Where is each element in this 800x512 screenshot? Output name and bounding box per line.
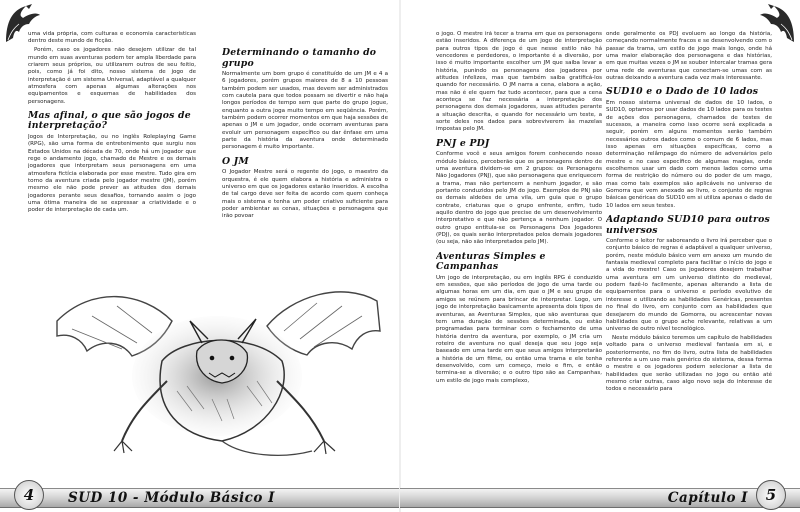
footer-chapter-title: Capítulo I — [667, 490, 748, 506]
heading-rpg: Mas afinal, o que são jogos de interpretação? — [28, 109, 191, 132]
paragraph-aventuras: Um jogo de interpretação, ou em inglês RPG é conduzido em sessões, que são períodos de jogo de uma tarde ou algumas horas em um dia, em que o JM e seu grupo de amigos se reúnem para brincar de interpretar. Logo, um jogo de interpretação basicamente apresenta dois tipos de aventuras, as Aventuras Simples, que são aventuras que tem uma duração de sessões determinada, ou estão programadas para terminar com o fechamento de uma história dentro da aventura, por exemplo, o JM cria um roteiro de aventura no qual deseja que seu jogo seja baseado em uma tarde em que seus amigos interpretarão a história de um filme, ou então uma trama e ele tenha desenvolvido, com um começo, meio e fim, e então termina-se a diversão; e o outro tipo são as Campanhas, um estilo de jogo mais complexo, — [436, 274, 602, 384]
footer-book-title: SUD 10 - Módulo Básico I — [68, 490, 275, 506]
paragraph-jm-continued: o jogo. O mestre irá tecer a trama em que os personagens estão inseridos. A diferença de um jogo de interpretação para outros tipos de jogo é que nesse estilo não há vencedores e perdedores, o importante é a diversão, por isso é muito importante escolher um JM que saiba levar a história, punindo os personagens dos jogadores por atitudes infelizes, mas que também saiba gratificá-los quando for necessário. O JM narra a cena, elabora a ação, mas não é ele quem faz tudo acontecer, para que a cena aconteça se faz necessária a interpretação dos personagens dos demais jogadores, suas atitudes perante a situação descrita, e quando for necessário um teste, a sorte deles nos dados para sobreviverem às mazelas impostas pelo JM. — [436, 31, 602, 133]
paragraph-adaptando-b: Neste módulo básico teremos um capítulo de habilidades voltado para o universo medieval fantasia em si, e posteriormente, no fim do livro, outra lista de habilidades referente a um uso mais genérico do sistema, dessa forma o mestre e os jogadores podem selecionar a lista de habilidades que serão utilizadas no jogo ou então até mesmo criar outras, caso algo novo seja do interesse de todos e necessário para — [606, 335, 772, 393]
left-footer — [0, 478, 400, 512]
right-page — [400, 0, 800, 512]
page-number-left: 4 — [14, 480, 44, 510]
heading-dados: SUD10 e o Dado de 10 lados — [606, 86, 759, 98]
left-column-1 — [28, 31, 196, 279]
left-column-2 — [222, 44, 388, 280]
paragraph-dados: Em nosso sistema universal de dados de 10 lados, o SUD10, optamos por usar dados de 10 lados para os testes de ações dos personagens, chamados de testes de sucessos, a maneira como isso ocorre será explicada a seguir, porém em alguns momentos serão também necessários outros dados como o comum de 6 lados, mas isso apenas em situações específicas, como a determinação relâmpago do número de adversários pelo mestre e no caso específico de algumas magias, onde escolhemos usar um dado com menos lados como uma forma de restrição do número ou do poder de um mago, mas como tais exemplos são aplicáveis no universo de Gomorra que vem anexado ao livro, o conjunto de regras básicas genéricas do SUD10 em si utiliza apenas o dado de 10 lados em seus testes. — [606, 99, 772, 209]
heading-jm: O JM — [222, 155, 249, 167]
heading-adaptando: Adaptando SUD10 para outros universos — [606, 214, 770, 236]
paragraph-rpg: Jogos de Interpretação, ou no inglês Roleplaying Game (RPG), são uma forma de entretenimento que surgiu nos Estados Unidos na década de 70, onde há um jogador que rege o andamento jogo, chamado de Mestre e os demais jogadores que interpretam seus personagens em uma atmosfera fictícia elaborada por esse mestre. Tudo gira em torno da aventura criada pelo jogador mestre (JM), porém mesmo ele não pode prever as atitudes dos demais jogadores perante seus desafios, tornando assim o jogo uma ótima maneira de se expressar a criatividade e o poder de interpretação de cada um. — [28, 133, 196, 214]
heading-grupo: Determinando o tamanho do grupo — [222, 47, 377, 69]
paragraph-jm: O Jogador Mestre será o regente do jogo, o maestro da orquestra, é ele quem elabora a história e administra o universo em que os jogadores estarão inseridos. A escolha de tal cargo deve ser feita de acordo com quem conheça mais o sistema e tenha um poder criativo suficiente para poder ambientar as cenas, situações e personagens que irão povoar — [222, 169, 388, 220]
right-column-2 — [606, 31, 772, 497]
right-column-1 — [436, 31, 602, 497]
heading-pnj: PNJ e PDJ — [436, 137, 490, 149]
heading-aventuras: Aventuras Simples e Campanhas — [436, 250, 546, 273]
demon-dragon-illustration — [52, 281, 382, 466]
paragraph-pnj: Conforme você e seus amigos forem conhecendo nosso módulo básico, perceberão que os personagens dentro de uma aventura dividem-se em 2 grupos: os Personagens Não Jogadores (PNJ), que são personagens que enriquecem a trama, mas não pertencem a nenhum jogador, e são portanto conduzidos pelo JM do jogo. Exemplos de PNJ são os demais aldeões de uma vila, um guia que o grupo contrate, criaturas que o grupo enfrente, enfim, tudo aquilo dentro do jogo que precise de um desenvolvimento interpretativo e que não pertença a nenhum jogador. O outro grupo entitula-se os Personagens Dos Jogadores (PDJ), os quais serão interpretados pelos demais jogadores (ou seja, não são interpretados pelo JM). — [436, 151, 602, 246]
paragraph-grupo: Normalmente um bom grupo é constituído de um JM e 4 a 6 jogadores, porém grupos maiores de 8 a 10 pessoas também podem ser usados, mas devem ser administrados com cautela para que todos possam se divertir e não haja longos períodos de tempo sem que parte do grupo jogue, enquanto a outra joga muito tempo em seqüência. Porém, também podem ocorrer momentos em que haja sessões de apenas o JM e um jogador, onde ocorram aventuras para evoluir um personagem específico ou dar ênfase em uma parte da história da aventura onde determinado personagem é muito importante. — [222, 71, 388, 151]
paragraph-intro-b: Porém, caso os jogadores não desejem utilizar de tal mundo em suas aventuras podem ter ampla liberdade para criarem seus próprios, ou utilizarem outros de seu feitio, pois, como já foi dito, nosso sistema de jogo de interpretação é um sistema Universal, adaptável a qualquer atmosfera com apenas algumas alterações nos equipamentos e esquemas de habilidades dos personagens. — [28, 47, 196, 105]
page-number-right: 5 — [756, 480, 786, 510]
right-footer — [400, 478, 800, 512]
paragraph-intro-a: uma vida própria, com culturas e economia características dentro deste mundo de ficção. — [28, 31, 196, 45]
paragraph-campanhas-continued: onde geralmente os PDJ evoluem ao longo da história, começando normalmente fracos e se desenvolvendo com o passar da trama, um estilo de jogo mais longo, onde há uma maior elaboração dos personagens e das histórias, em que muitas vezes o JM se souber intercalar tramas gera uma rede de aventuras que conectam-se umas com as outras deixando a aventura cada vez mais interessante. — [606, 31, 772, 82]
paragraph-adaptando-a: Conforme o leitor for saboreando o livro irá perceber que o conjunto básico de regras é adaptável a qualquer universo, porém, neste módulo básico vem em anexo um mundo de fantasia medieval completo para facilitar o início do jogo e a vida do mestre! Caso os jogadores desejem trabalhar uma aventura em um universo distinto do medieval, podem fazê-lo facilmente, apenas alterando a lista de equipamentos para o universo e período evolutivo de interesse e utilizando as habilidades Genéricas, presentes no final do livro, em conjunto com as habilidades que desejarem do mundo de Gomorra, ou acrescentar novas habilidades que o grupo ache relevante, relativas a um universo de outro nível tecnológico. — [606, 238, 772, 333]
